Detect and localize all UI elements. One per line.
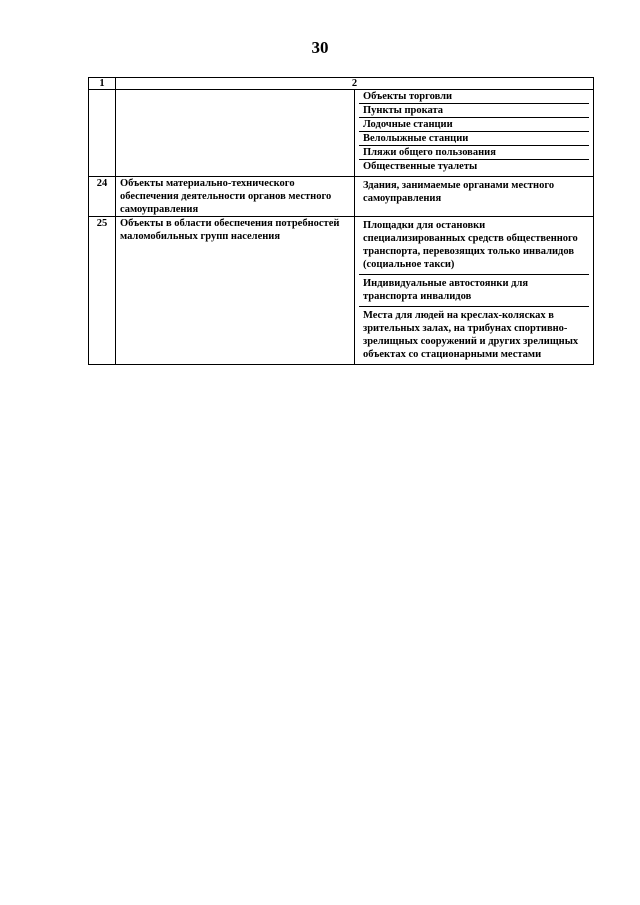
header-col-2: 2 bbox=[116, 78, 594, 90]
row-items-cell bbox=[355, 177, 594, 217]
list-item: Здания, занимаемые органами местного самоуправления bbox=[363, 180, 555, 204]
row-items-cell bbox=[355, 90, 594, 177]
list-item: Объекты торговли bbox=[359, 90, 589, 104]
table-row-25 bbox=[89, 217, 594, 365]
list-item: Места для людей на креслах-колясках в зрительных залах, на трибунах спортивно-зрелищных сооружений и других зрелищных объектах со стационарными местами bbox=[363, 310, 579, 360]
list-item: Пляжи общего пользования bbox=[359, 146, 589, 160]
list-item: Площадки для остановки специализированных средств общественного транспорта, перевозящих только инвалидов (социальное такси) bbox=[359, 217, 589, 275]
page-number: 30 bbox=[311, 38, 329, 57]
list-item: Общественные туалеты bbox=[363, 161, 478, 172]
list-item: Пункты проката bbox=[359, 104, 589, 118]
list-item: Индивидуальные автостоянки для транспорта инвалидов bbox=[359, 275, 589, 307]
row-name-cell: Объекты материально-технического обеспечения деятельности органов местного самоуправления bbox=[116, 177, 355, 217]
table-header-row bbox=[89, 78, 594, 90]
row-name-cell bbox=[116, 90, 355, 177]
header-col-1: 1 bbox=[89, 78, 116, 90]
table-row-24 bbox=[89, 177, 594, 217]
list-item: Велолыжные станции bbox=[359, 132, 589, 146]
row-name-cell: Объекты в области обеспечения потребностей маломобильных групп населения bbox=[116, 217, 355, 365]
row-number-cell: 25 bbox=[89, 217, 116, 365]
continuation-row bbox=[89, 90, 594, 177]
row-items-cell bbox=[355, 217, 594, 365]
list-item: Лодочные станции bbox=[359, 118, 589, 132]
row-number-cell bbox=[89, 90, 116, 177]
row-number-cell: 24 bbox=[89, 177, 116, 217]
objects-table bbox=[88, 77, 594, 365]
